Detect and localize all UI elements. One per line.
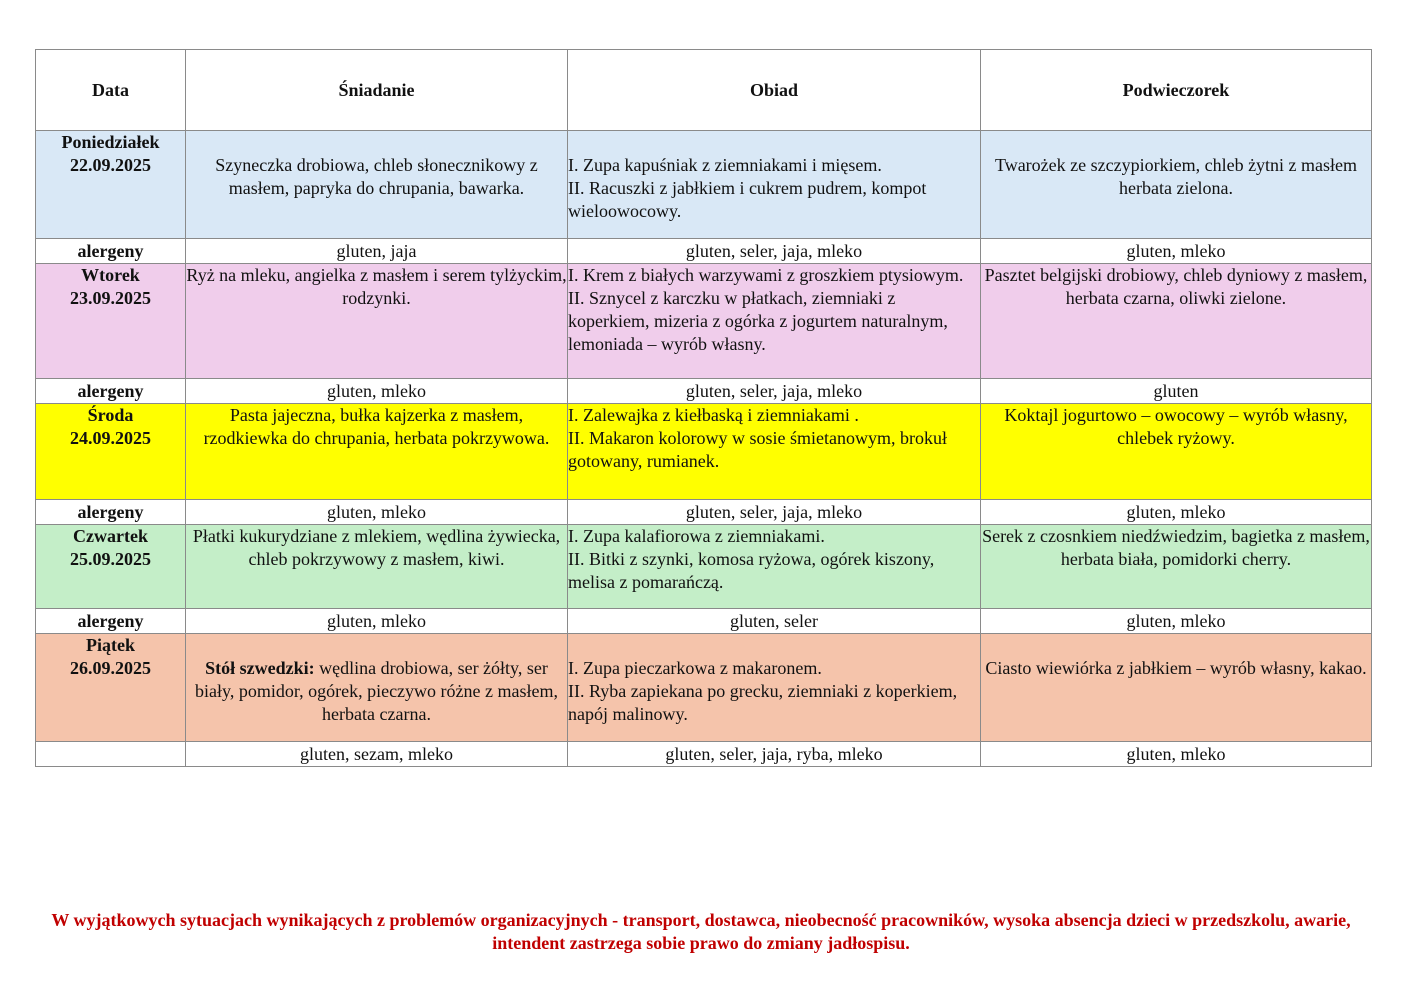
breakfast-text: wędlina drobiowa, ser żółty, ser biały, pomidor, ogórek, pieczywo różne z masłem, herbata czarna. — [195, 658, 558, 724]
lunch-cell — [568, 525, 981, 609]
day-name: Wtorek — [81, 265, 140, 285]
lunch-course-1: I. Zupa kapuśniak z ziemniakami i mięsem. — [568, 155, 882, 175]
day-name: Środa — [87, 405, 134, 425]
allergens-snack: gluten, mleko — [981, 742, 1372, 767]
allergen-row-monday — [36, 239, 1372, 264]
allergens-snack: gluten, mleko — [981, 609, 1372, 634]
header-date: Data — [36, 50, 186, 131]
day-row-friday — [36, 634, 1372, 742]
day-cell — [36, 264, 186, 379]
day-date: 26.09.2025 — [70, 658, 151, 678]
snack-cell: Pasztet belgijski drobiowy, chleb dyniowy z masłem, herbata czarna, oliwki zielone. — [981, 264, 1372, 379]
allergens-breakfast: gluten, mleko — [186, 609, 568, 634]
lunch-course-1: I. Zupa pieczarkowa z makaronem. — [568, 658, 822, 678]
allergen-row-friday — [36, 742, 1372, 767]
allergens-breakfast: gluten, mleko — [186, 500, 568, 525]
day-date: 25.09.2025 — [70, 549, 151, 569]
breakfast-cell: Ryż na mleku, angielka z masłem i serem tylżyckim, rodzynki. — [186, 264, 568, 379]
breakfast-cell: Płatki kukurydziane z mlekiem, wędlina żywiecka, chleb pokrzywowy z masłem, kiwi. — [186, 525, 568, 609]
snack-cell: Serek z czosnkiem niedźwiedzim, bagietka z masłem, herbata biała, pomidorki cherry. — [981, 525, 1372, 609]
lunch-course-2: II. Racuszki z jabłkiem i cukrem pudrem, kompot wieloowocowy. — [568, 178, 927, 221]
allergens-lunch: gluten, seler, jaja, mleko — [568, 239, 981, 264]
header-row — [36, 50, 1372, 131]
allergens-breakfast: gluten, sezam, mleko — [186, 742, 568, 767]
snack-cell: Koktajl jogurtowo – owocowy – wyrób własny, chlebek ryżowy. — [981, 404, 1372, 500]
allergen-row-tuesday — [36, 379, 1372, 404]
allergen-label — [36, 742, 186, 767]
day-name: Poniedziałek — [61, 132, 160, 152]
lunch-cell — [568, 264, 981, 379]
lunch-course-1: I. Zupa kalafiorowa z ziemniakami. — [568, 526, 825, 546]
day-row-thursday — [36, 525, 1372, 609]
day-date: 24.09.2025 — [70, 428, 151, 448]
day-name: Piątek — [86, 635, 135, 655]
allergens-breakfast: gluten, jaja — [186, 239, 568, 264]
allergen-row-thursday — [36, 609, 1372, 634]
allergens-snack: gluten, mleko — [981, 239, 1372, 264]
breakfast-cell: Szyneczka drobiowa, chleb słonecznikowy z masłem, papryka do chrupania, bawarka. — [186, 131, 568, 239]
day-cell — [36, 404, 186, 500]
snack-cell: Twarożek ze szczypiorkiem, chleb żytni z masłem herbata zielona. — [981, 131, 1372, 239]
day-date: 22.09.2025 — [70, 155, 151, 175]
header-snack: Podwieczorek — [981, 50, 1372, 131]
allergen-label: alergeny — [36, 379, 186, 404]
lunch-cell — [568, 404, 981, 500]
lunch-course-1: I. Zalewajka z kiełbaską i ziemniakami . — [568, 405, 859, 425]
allergen-label: alergeny — [36, 609, 186, 634]
header-lunch: Obiad — [568, 50, 981, 131]
day-row-tuesday — [36, 264, 1372, 379]
day-cell — [36, 634, 186, 742]
allergens-snack: gluten, mleko — [981, 500, 1372, 525]
allergens-breakfast: gluten, mleko — [186, 379, 568, 404]
breakfast-cell: Pasta jajeczna, bułka kajzerka z masłem, rzodkiewka do chrupania, herbata pokrzywowa. — [186, 404, 568, 500]
header-breakfast: Śniadanie — [186, 50, 568, 131]
day-row-monday — [36, 131, 1372, 239]
breakfast-cell — [186, 634, 568, 742]
day-row-wednesday — [36, 404, 1372, 500]
day-cell — [36, 525, 186, 609]
day-date: 23.09.2025 — [70, 288, 151, 308]
allergens-lunch: gluten, seler — [568, 609, 981, 634]
lunch-cell — [568, 634, 981, 742]
menu-table — [35, 49, 1372, 767]
footer-note: W wyjątkowych sytuacjach wynikających z problemów organizacyjnych - transport, dostawca, nieobecność pracowników, wysoka absencja dzieci w przedszkolu, awarie, intendent zastrzega sobie prawo do zmiany jadłospisu. — [51, 910, 1351, 953]
lunch-course-1: I. Krem z białych warzywami z groszkiem ptysiowym. — [568, 265, 964, 285]
lunch-cell — [568, 131, 981, 239]
lunch-course-2: II. Ryba zapiekana po grecku, ziemniaki z koperkiem, napój malinowy. — [568, 681, 958, 724]
breakfast-lead: Stół szwedzki: — [205, 658, 315, 678]
day-name: Czwartek — [73, 526, 148, 546]
lunch-course-2: II. Bitki z szynki, komosa ryżowa, ogórek kiszony, melisa z pomarańczą. — [568, 549, 935, 592]
allergen-label: alergeny — [36, 500, 186, 525]
snack-cell: Ciasto wiewiórka z jabłkiem – wyrób własny, kakao. — [981, 634, 1372, 742]
day-cell — [36, 131, 186, 239]
lunch-course-2: II. Sznycel z karczku w płatkach, ziemniaki z koperkiem, mizeria z ogórka z jogurtem naturalnym, lemoniada – wyrób własny. — [568, 288, 948, 354]
lunch-course-2: II. Makaron kolorowy w sosie śmietanowym, brokuł gotowany, rumianek. — [568, 428, 947, 471]
allergens-lunch: gluten, seler, jaja, mleko — [568, 379, 981, 404]
allergens-lunch: gluten, seler, jaja, mleko — [568, 500, 981, 525]
allergens-snack: gluten — [981, 379, 1372, 404]
allergen-label: alergeny — [36, 239, 186, 264]
allergens-lunch: gluten, seler, jaja, ryba, mleko — [568, 742, 981, 767]
allergen-row-wednesday — [36, 500, 1372, 525]
